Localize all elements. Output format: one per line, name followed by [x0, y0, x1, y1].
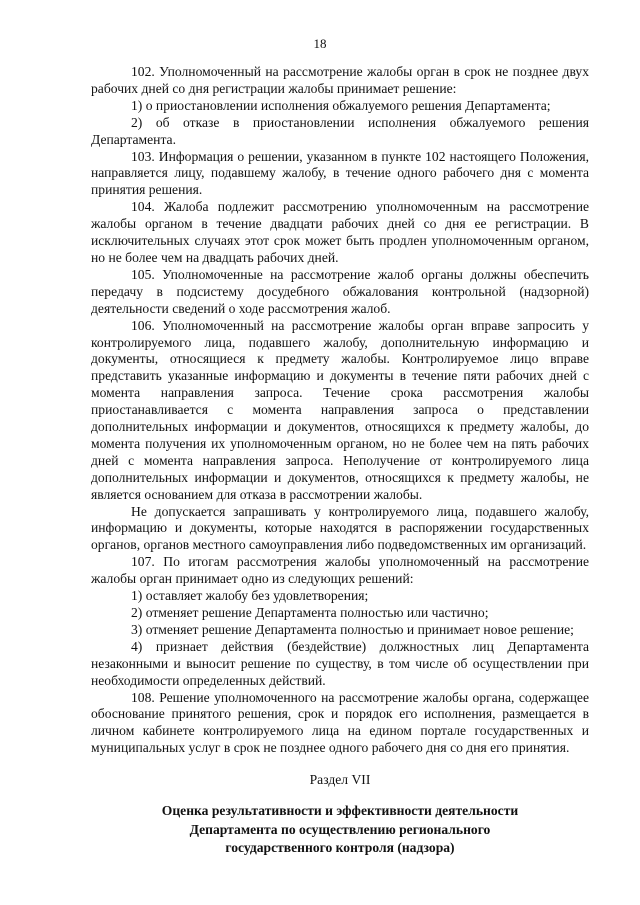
document-body: [91, 64, 589, 857]
paragraph-107-item-3: 3) отменяет решение Департамента полностью и принимает новое решение;: [131, 621, 574, 637]
paragraph-106-continued: Не допускается запрашивать у контролируемого лица, подавшего жалобу, информацию и документы, которые находятся в распоряжении государственных органов, органов местного самоуправления либо подведомственных им организаций.: [91, 503, 589, 553]
paragraph-102: 102. Уполномоченный на рассмотрение жалобы орган в срок не позднее двух рабочих дней со дня регистрации жалобы принимает решение:: [91, 64, 589, 96]
paragraph-103: 103. Информация о решении, указанном в пункте 102 настоящего Положения, направляется лицу, подавшему жалобу, в течение одного рабочего дня с момента принятия решения.: [91, 148, 589, 198]
paragraph-107-item-2: 2) отменяет решение Департамента полностью или частично;: [131, 605, 489, 620]
paragraph-104: 104. Жалоба подлежит рассмотрению уполномоченным на рассмотрение жалобы органом в течение двадцати рабочих дней со дня ее регистрации. В исключительных случаях этот срок может быть продлен уполномоченным органом, но не более чем на двадцать рабочих дней.: [91, 199, 589, 265]
paragraph-102-item-2: 2) об отказе в приостановлении исполнения обжалуемого решения Департамента.: [91, 114, 589, 147]
section-heading: Раздел VII: [309, 772, 371, 788]
section-title-line-2: Департамента по осуществлению регионального: [189, 821, 491, 837]
paragraph-107-item-4: 4) признает действия (бездействие) должностных лиц Департамента незаконными и выносит решение по существу, в том числе об осуществлении при необходимости определенных действий.: [91, 638, 589, 688]
page-number: 18: [313, 36, 327, 51]
paragraph-108: 108. Решение уполномоченного на рассмотрение жалобы органа, содержащее обоснование принятого решения, срок и порядок его исполнения, размещается в личном кабинете контролируемого лица на едином портале государственных и муниципальных услуг в срок не позднее одного рабочего дня со дня его принятия.: [91, 689, 589, 756]
paragraph-105: 105. Уполномоченные на рассмотрение жалоб органы должны обеспечить передачу в подсистему досудебного обжалования контрольной (надзорной) деятельности сведений о ходе рассмотрения жалоб.: [91, 266, 589, 316]
paragraph-107: 107. По итогам рассмотрения жалобы уполномоченный на рассмотрение жалобы орган принимает одно из следующих решений:: [91, 554, 589, 587]
section-title-line-3: государственного контроля (надзора): [225, 840, 455, 856]
paragraph-102-item-1: 1) о приостановлении исполнения обжалуемого решения Департамента;: [131, 97, 551, 113]
paragraph-106: 106. Уполномоченный на рассмотрение жалобы орган вправе запросить у контролируемого лица, подавшего жалобу, дополнительную информацию и документы, относящиеся к предмету жалобы. Контролируемое лицо вправе представить указанные информацию и документы в течение пяти рабочих дней с момента направления запроса. Течение срока рассмотрения жалобы приостанавливается с момента направления запроса о представлении дополнительных информации и документов, относящихся к предмету жалобы, до момента получения их уполномоченным органом, но не более чем на пять рабочих дней с момента направления запроса. Неполучение от контролируемого лица дополнительных информации и документов, относящихся к предмету жалобы, не является основанием для отказа в рассмотрении жалобы.: [91, 317, 589, 502]
section-title-line-1: Оценка результативности и эффективности деятельности: [161, 802, 519, 818]
paragraph-107-item-1: 1) оставляет жалобу без удовлетворения;: [131, 588, 369, 604]
